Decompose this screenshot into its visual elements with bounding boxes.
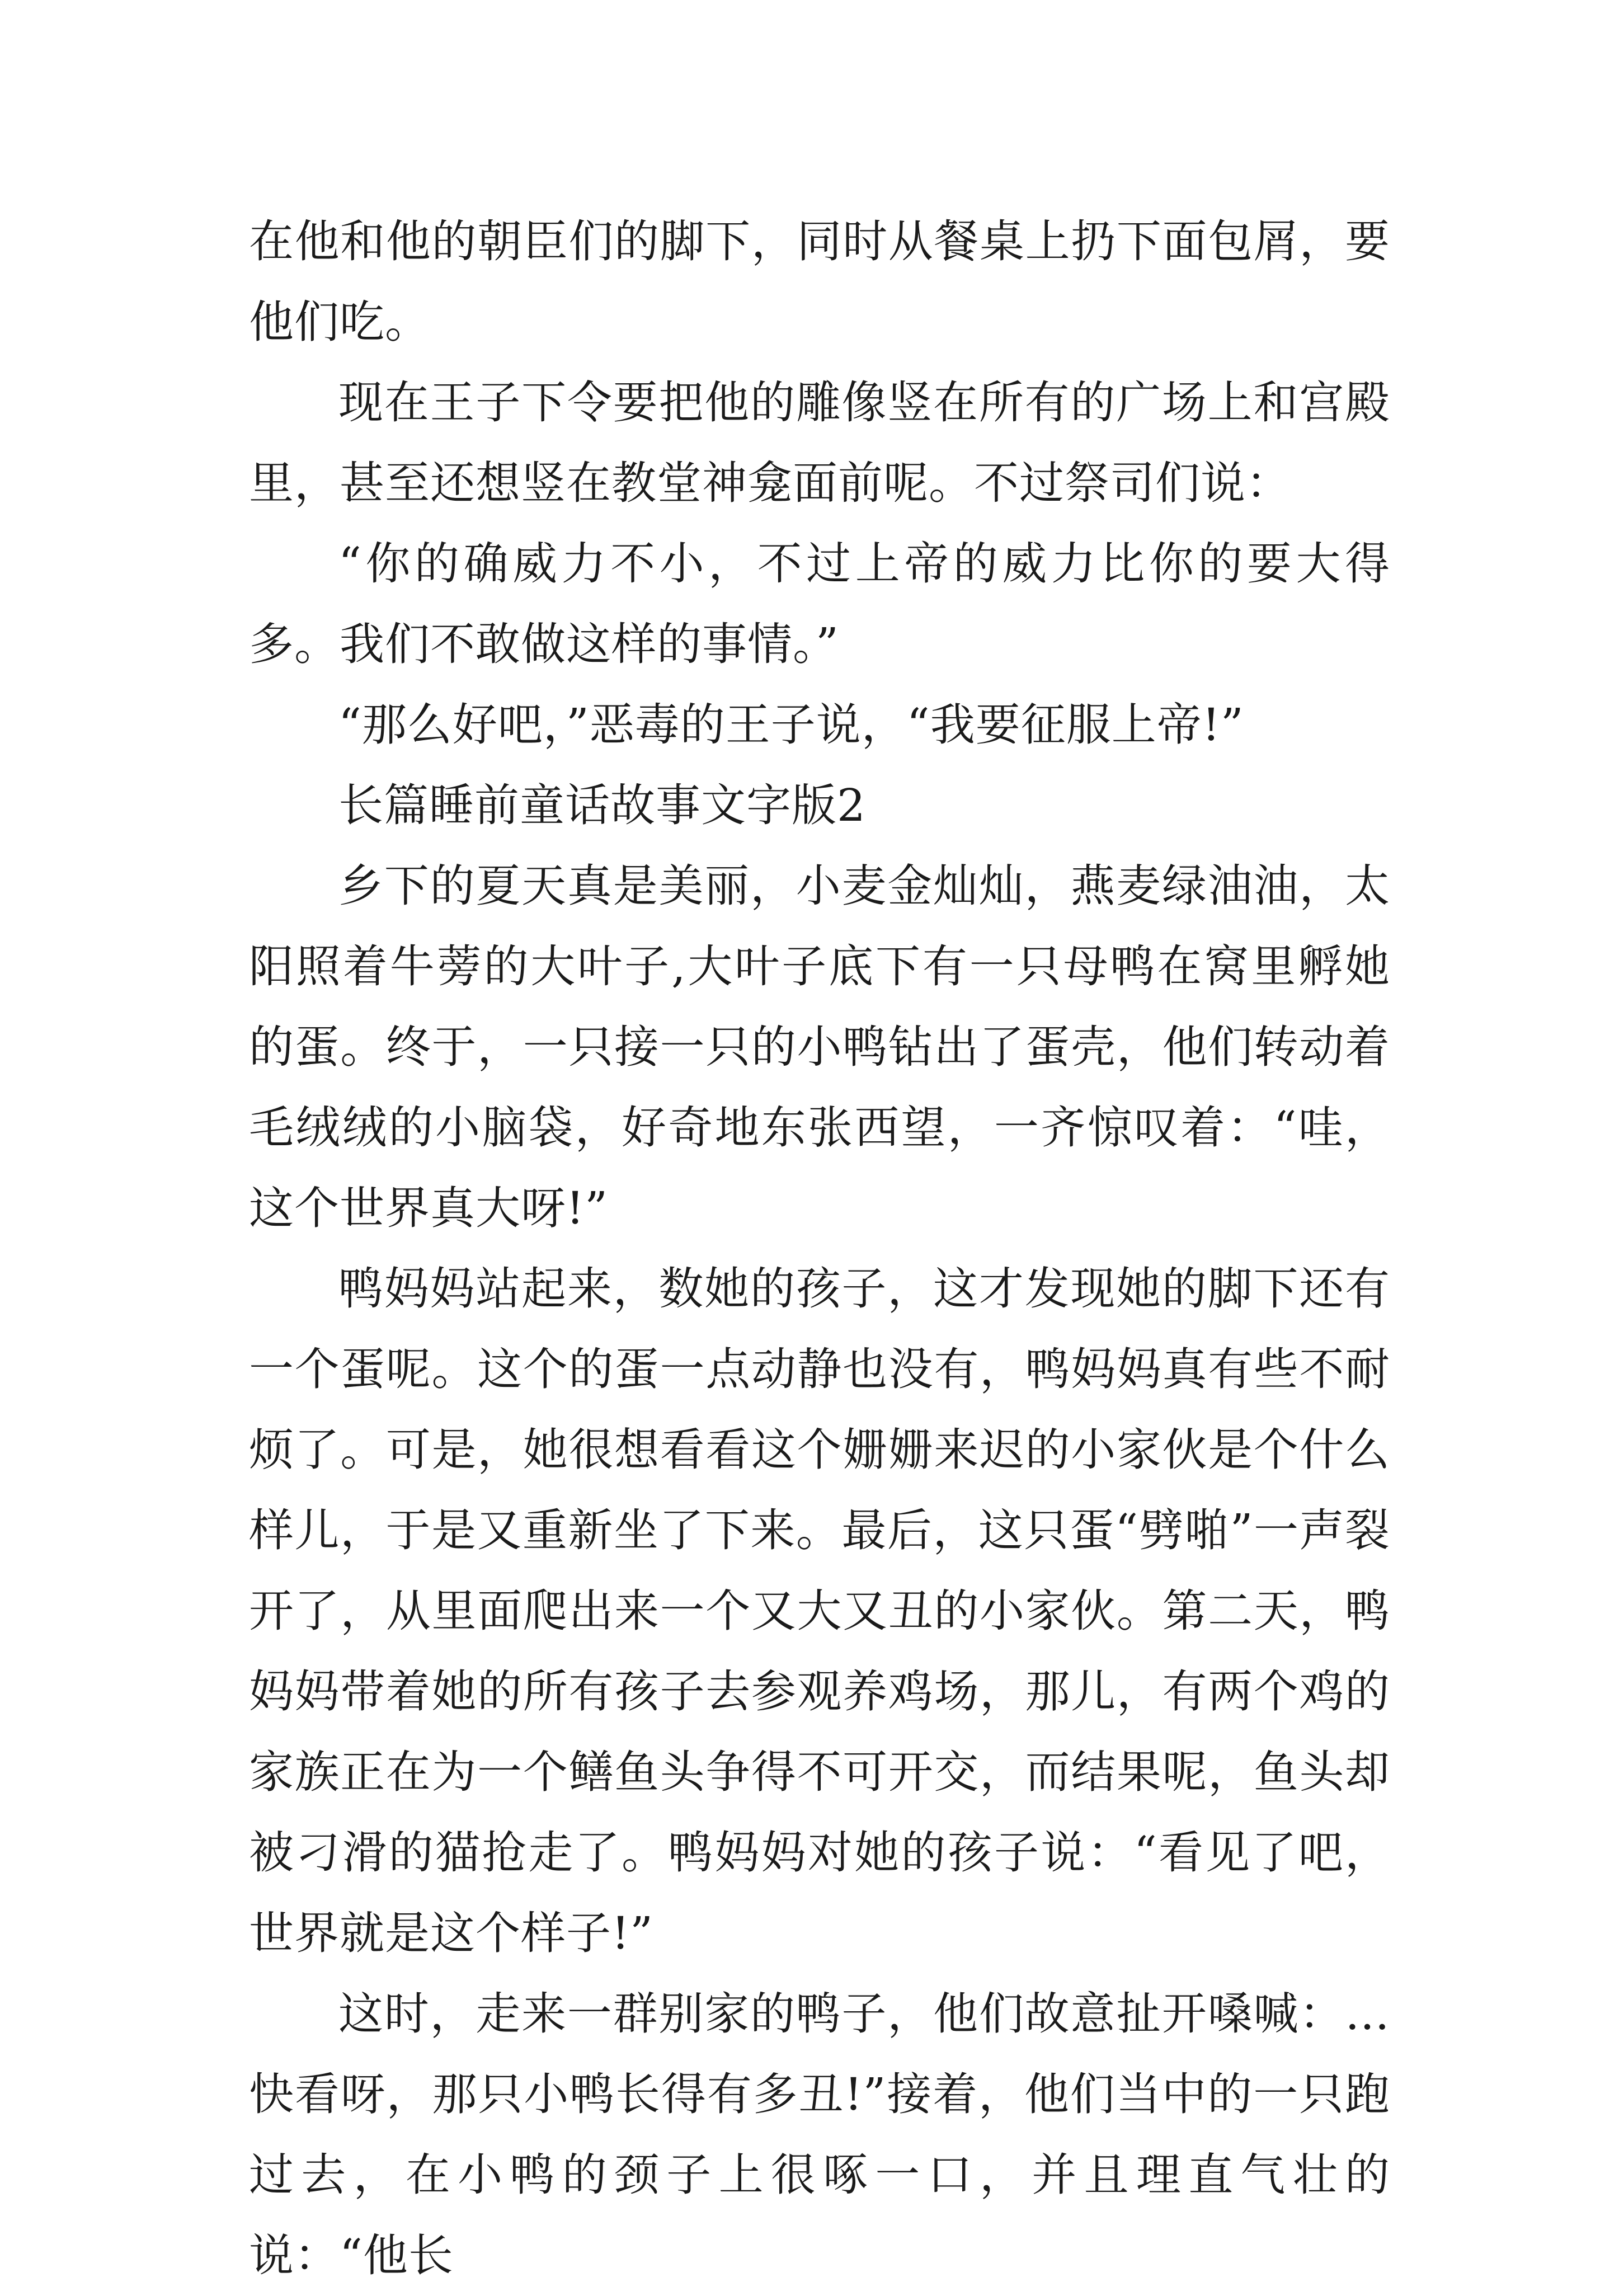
- document-body: [249, 201, 1390, 2296]
- paragraph-summer-countryside: 乡下的夏天真是美丽，小麦金灿灿，燕麦绿油油，太阳照着牛蒡的大叶子,大叶子底下有一只母鸭在窝里孵她的蛋。终于，一只接一只的小鸭钻出了蛋壳，他们转动着毛绒绒的小脑袋，好奇地东张西望，一齐惊叹着：“哇，这个世界真大呀!”: [249, 860, 1390, 1234]
- paragraph-other-ducks: 这时，走来一群别家的鸭子，他们故意扯开嗓喊：…快看呀，那只小鸭长得有多丑!”接着，他们当中的一只跑过去，在小鸭的颈子上很啄一口，并且理直气壮的说：“他长: [249, 1988, 1390, 2281]
- paragraph-mother-duck: 鸭妈妈站起来，数她的孩子，这才发现她的脚下还有一个蛋呢。这个的蛋一点动静也没有，鸭妈妈真有些不耐烦了。可是，她很想看看这个姗姗来迟的小家伙是个什么样儿，于是又重新坐了下来。最后，这只蛋“劈啪”一声裂开了，从里面爬出来一个又大又丑的小家伙。第二天，鸭妈妈带着她的所有孩子去参观养鸡场，那儿，有两个鸡的家族正在为一个鳝鱼头争得不可开交，而结果呢，鱼头却被刁滑的猫抢走了。鸭妈妈对她的孩子说：“看见了吧，世界就是这个样子!”: [249, 1263, 1390, 1959]
- section-heading: 长篇睡前童话故事文字版2: [338, 779, 866, 831]
- paragraph-priests-reply: “你的确威力不小，不过上帝的威力比你的要大得多。我们不敢做这样的事情。”: [249, 538, 1390, 670]
- paragraph-statue-order: 现在王子下令要把他的雕像竖在所有的广场上和宫殿里，甚至还想竖在教堂神龛面前呢。不过祭司们说：: [249, 377, 1390, 509]
- paragraph-prince-reply: “那么好吧，”恶毒的王子说，“我要征服上帝!”: [338, 699, 1244, 751]
- paragraph-continuation: 在他和他的朝臣们的脚下，同时从餐桌上扔下面包屑，要他们吃。: [249, 215, 1390, 348]
